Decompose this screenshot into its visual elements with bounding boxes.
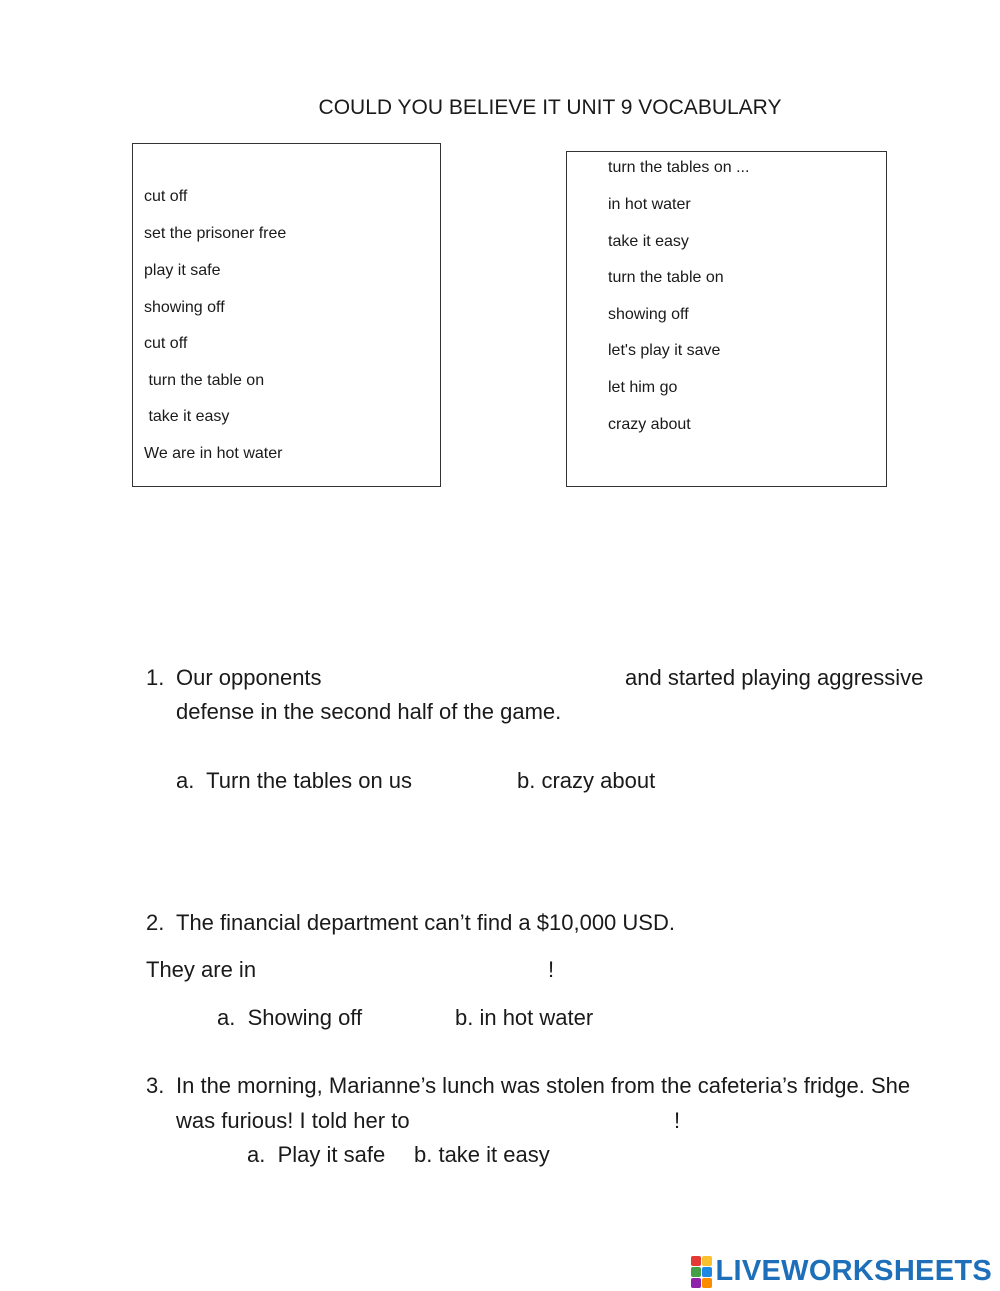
right-word: in hot water xyxy=(608,196,691,213)
question-text: They are in xyxy=(146,957,257,982)
right-word: turn the tables on ... xyxy=(608,159,750,176)
logo-text: LIVEWORKSHEETS xyxy=(715,1255,992,1287)
answer-blank-2[interactable] xyxy=(270,956,542,986)
option-b: b. take it easy xyxy=(414,1142,550,1167)
question-number: 2. xyxy=(146,910,165,935)
left-word: take it easy xyxy=(144,408,230,425)
question-text: was furious! I told her to xyxy=(176,1108,410,1133)
right-word: crazy about xyxy=(608,416,691,433)
option-a: a. Turn the tables on us xyxy=(176,768,413,793)
left-word: showing off xyxy=(144,299,225,316)
left-word: We are in hot water xyxy=(144,445,283,462)
right-word: showing off xyxy=(608,306,689,323)
option-a: a. Play it safe xyxy=(247,1142,386,1167)
question-number: 3. xyxy=(146,1073,165,1098)
left-word: turn the table on xyxy=(144,372,265,389)
question-text: ! xyxy=(674,1108,681,1133)
question-text: In the morning, Marianne’s lunch was stolen from the cafeteria’s fridge. She xyxy=(176,1073,911,1098)
left-word: cut off xyxy=(144,335,188,352)
right-word: take it easy xyxy=(608,233,689,250)
left-word: cut off xyxy=(144,188,188,205)
option-a: a. Showing off xyxy=(217,1005,363,1030)
vocabulary-box-right xyxy=(566,151,887,487)
left-word: play it safe xyxy=(144,262,221,279)
vocabulary-box-left xyxy=(132,143,441,487)
option-b: b. crazy about xyxy=(517,768,656,793)
question-text: The financial department can’t find a $10,000 USD. xyxy=(176,910,675,935)
question-text: ! xyxy=(548,957,555,982)
option-b: b. in hot water xyxy=(455,1005,594,1030)
right-word: let's play it save xyxy=(608,342,721,359)
answer-blank-3[interactable] xyxy=(442,1107,668,1137)
right-word: let him go xyxy=(608,379,678,396)
worksheet-title: COULD YOU BELIEVE IT UNIT 9 VOCABULARY xyxy=(318,96,782,119)
question-text: and started playing aggressive xyxy=(625,665,924,690)
answer-blank-1[interactable] xyxy=(340,664,618,694)
question-text: defense in the second half of the game. xyxy=(176,699,562,724)
liveworksheets-logo xyxy=(691,1255,993,1288)
left-word: set the prisoner free xyxy=(144,225,287,242)
right-word: turn the table on xyxy=(608,269,724,286)
logo-blocks-icon xyxy=(691,1256,712,1288)
question-text: Our opponents xyxy=(176,665,322,690)
question-number: 1. xyxy=(146,665,165,690)
